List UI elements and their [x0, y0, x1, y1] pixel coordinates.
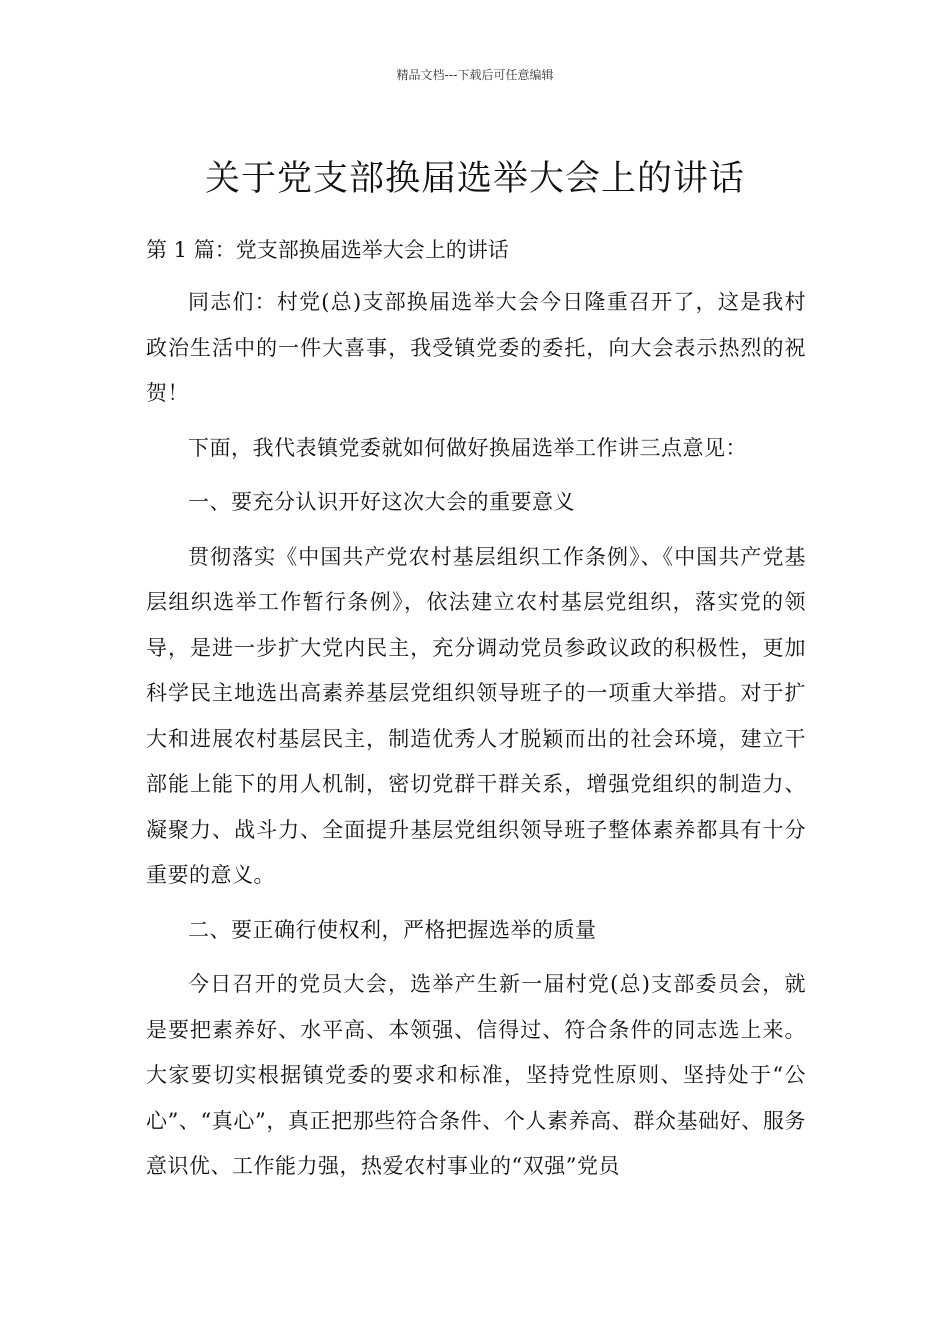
paragraph-intro: 下面，我代表镇党委就如何做好换届选举工作讲三点意见： — [188, 435, 747, 460]
header-note: 精品文档---下载后可任意编辑 — [396, 68, 554, 82]
document-body — [146, 280, 806, 1199]
paragraph-election: 今日召开的党员大会，选举产生新一届村党(总)支部委员会，就是要把素养好、水平高、本领强、信得过、符合条件的同志选上来。大家要切实根据镇党委的要求和标准，坚持党性原则、坚持处于“公心”、“真心”，真正把那些符合条件、个人素养高、群众基础好、服务意识优、工作能力强，热爱农村事业的“双强”党员 — [146, 972, 806, 1178]
subheading-1: 一、要充分认识开好这次大会的重要意义 — [188, 490, 575, 514]
paragraph-greeting: 同志们：村党(总)支部换届选举大会今日隆重召开了，这是我村政治生活中的一件大喜事，我受镇党委的委托，向大会表示热烈的祝贺！ — [146, 290, 806, 405]
document-title: 关于党支部换届选举大会上的讲话 — [204, 159, 745, 200]
subheading-2: 二、要正确行使权利，严格把握选举的质量 — [188, 917, 597, 942]
paragraph-significance: 贯彻落实《中国共产党农村基层组织工作条例》、《中国共产党基层组织选举工作暂行条例》，依法建立农村基层党组织，落实党的领导，是进一步扩大党内民主，充分调动党员参政议政的积极性，更加科学民主地选出高素养基层党组织领导班子的一项重大举措。对于扩大和进展农村基层民主，制造优秀人才脱颖而出的社会环境，建立干部能上能下的用人机制，密切党群干群关系，增强党组织的制造力、凝聚力、战斗力、全面提升基层党组织领导班子整体素养都具有十分重要的意义。 — [146, 544, 806, 887]
section-heading: 第 1 篇：党支部换届选举大会上的讲话 — [146, 238, 509, 262]
